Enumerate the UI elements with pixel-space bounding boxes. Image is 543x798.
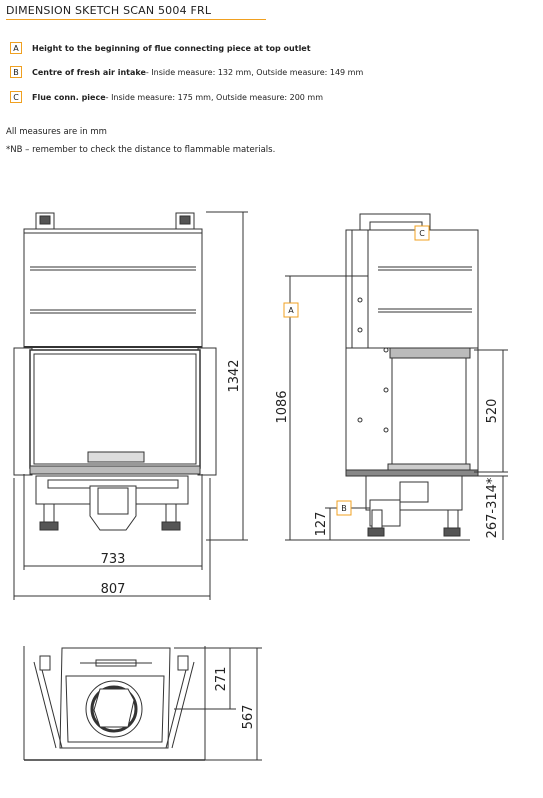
- legend-detail-c: - Inside measure: 175 mm, Outside measure: 200 mm: [105, 92, 324, 102]
- dim-side-air-height: 127: [314, 511, 329, 537]
- dim-front-outer-width: 807: [100, 582, 126, 597]
- dim-side-height-a: 1086: [275, 390, 290, 424]
- marker-a: A: [288, 306, 294, 315]
- dim-front-inner-width: 733: [100, 552, 126, 567]
- dim-front-height: 1342: [227, 359, 242, 393]
- front-view: [14, 212, 248, 600]
- legend-tag-a: A: [10, 42, 22, 54]
- legend-tag-b: B: [10, 66, 22, 78]
- warning-note: *NB – remember to check the distance to flammable materials.: [6, 145, 276, 155]
- legend-label-b: Centre of fresh air intake: [32, 67, 146, 77]
- units-note: All measures are in mm: [6, 127, 107, 137]
- dim-side-base-range: 267-314*: [485, 477, 500, 539]
- legend-detail-b: - Inside measure: 132 mm, Outside measure: 149 mm: [145, 67, 364, 77]
- top-view: [24, 646, 262, 760]
- dim-side-door-height: 520: [485, 398, 500, 424]
- dim-top-depth-total: 567: [241, 704, 256, 730]
- legend-tag-c: C: [10, 91, 22, 103]
- page-title: DIMENSION SKETCH SCAN 5004 FRL: [6, 4, 212, 17]
- legend-label-a: Height to the beginning of flue connecting piece at top outlet: [32, 43, 311, 53]
- dim-top-depth-inner: 271: [214, 666, 229, 692]
- side-view: [285, 214, 508, 540]
- legend-label-c: Flue conn. piece: [32, 92, 106, 102]
- marker-c: C: [419, 229, 425, 238]
- marker-b: B: [341, 504, 347, 513]
